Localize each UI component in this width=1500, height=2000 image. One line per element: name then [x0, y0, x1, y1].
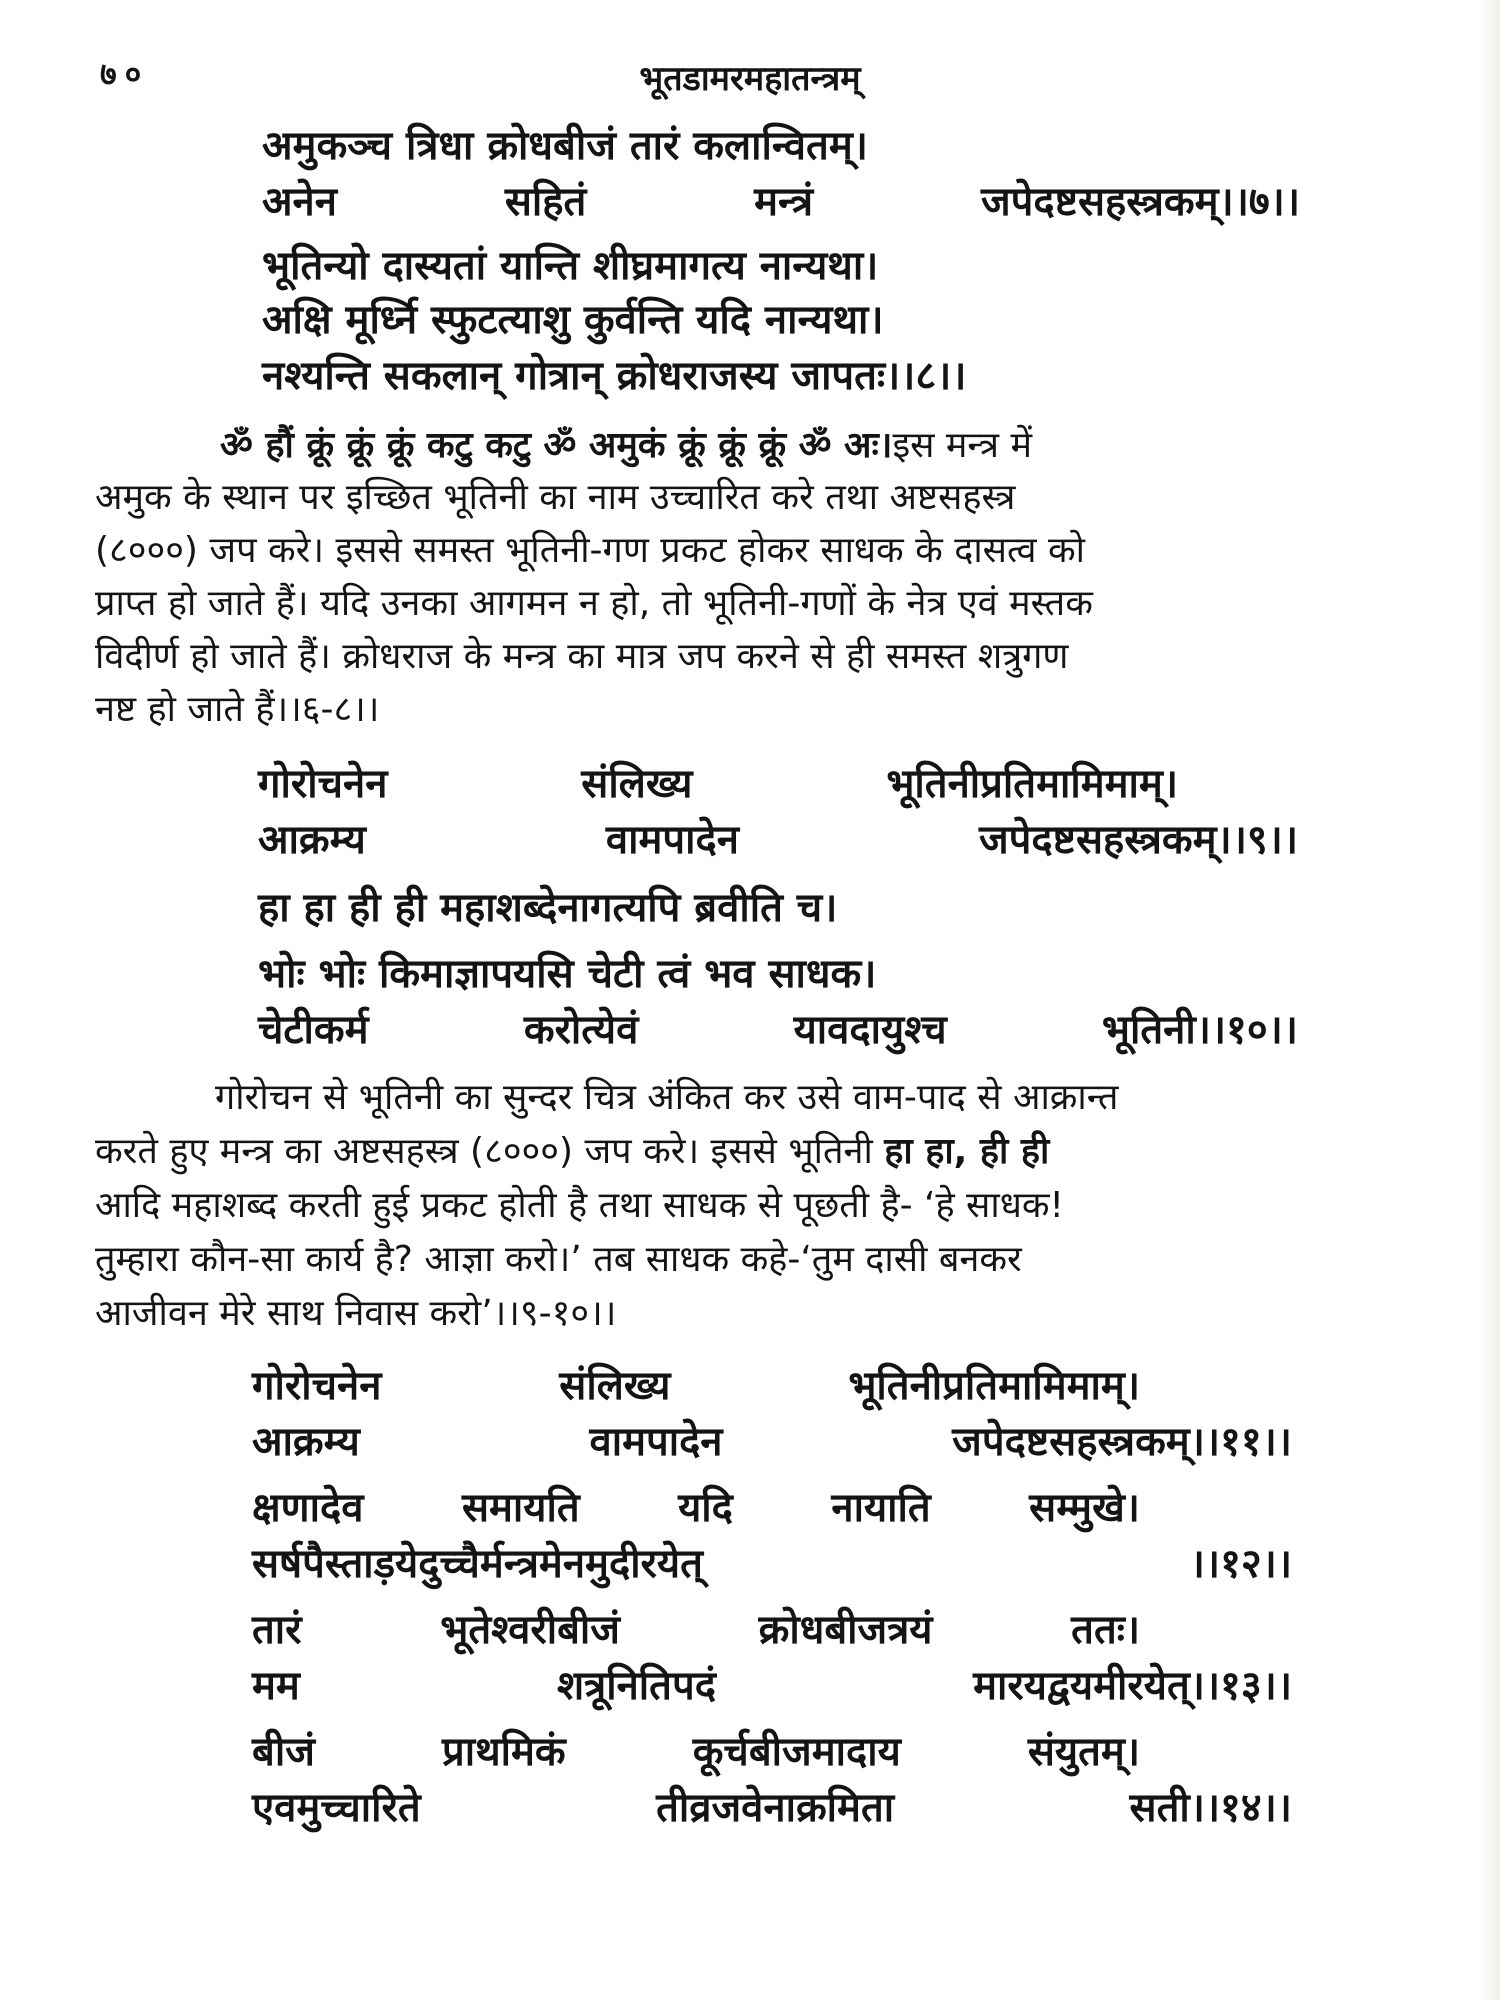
- verse-line: [262, 350, 1300, 402]
- verse-word: ।।१२।।: [1189, 1541, 1292, 1587]
- prose-line: आजीवन मेरे साथ निवास करो’।।९-१०।।: [95, 1293, 617, 1334]
- verse-word: जपेदष्टसहस्त्रकम्।।७।।: [981, 179, 1300, 225]
- verse-line-text: भोः भोः किमाज्ञापयसि चेटी त्वं भव साधक।: [258, 951, 877, 997]
- verse-word: समायति: [461, 1485, 580, 1531]
- verse-line: [262, 294, 1172, 346]
- prose-line: प्राप्त हो जाते हैं। यदि उनका आगमन न हो, तो भूतिनी-गणों के नेत्र एवं मस्तक: [95, 583, 1093, 624]
- verse-word: अनेन: [262, 179, 337, 225]
- verse-word: यदि: [678, 1485, 733, 1531]
- verse-line: [252, 1782, 1292, 1834]
- verse-line: [262, 120, 1172, 172]
- prose-line: [220, 420, 1465, 472]
- verse-word: संयुतम्।: [1027, 1729, 1140, 1775]
- mantra-text: हा हा, ही ही: [884, 1131, 1050, 1172]
- verse-word: एवमुच्चारिते: [252, 1785, 421, 1831]
- running-title: भूतडामरमहातन्त्रम्: [639, 59, 861, 99]
- verse-word: भूतिनीप्रतिमामिमाम्।: [886, 761, 1178, 807]
- prose-line: अमुक के स्थान पर इच्छित भूतिनी का नाम उच्चारित करे तथा अष्टसहस्त्र: [95, 477, 1016, 518]
- prose-line: आदि महाशब्द करती हुई प्रकट होती है तथा साधक से पूछती है- ‘हे साधक!: [95, 1185, 1064, 1226]
- page-number: ७०: [100, 55, 150, 93]
- verse-word: आक्रम्य: [258, 817, 366, 863]
- verse-line: [262, 176, 1300, 228]
- verse-word: जपेदष्टसहस्त्रकम्।।११।।: [952, 1419, 1292, 1465]
- verse-word: क्षणादेव: [252, 1485, 364, 1531]
- prose-line: तुम्हारा कौन-सा कार्य है? आज्ञा करो।’ तब साधक कहे-‘तुम दासी बनकर: [95, 1239, 1022, 1280]
- verse-word: आक्रम्य: [252, 1419, 360, 1465]
- verse-word: सर्षपैस्ताड़येदुच्चैर्मन्त्रमेनमुदीरयेत्: [252, 1541, 703, 1587]
- page-edge-shadow: [1478, 0, 1500, 2000]
- verse-word: भूतेश्वरीबीजं: [440, 1607, 620, 1653]
- verse-word: तारं: [252, 1607, 302, 1653]
- verse-word: भूतिनी।।१०।।: [1101, 1007, 1298, 1053]
- verse-word: बीजं: [252, 1729, 315, 1775]
- verse-word: गोरोचनेन: [252, 1363, 382, 1409]
- verse-word: वामपादेन: [589, 1419, 723, 1465]
- verse-word: शत्रूनितिपदं: [556, 1663, 716, 1709]
- verse-word: ततः।: [1071, 1607, 1140, 1653]
- verse-word: मम: [252, 1663, 300, 1709]
- prose-line: (८०००) जप करे। इससे समस्त भूतिनी-गण प्रकट होकर साधक के दासत्व को: [95, 530, 1085, 571]
- verse-word: संलिख्य: [581, 761, 693, 807]
- verse-line: [262, 240, 1172, 292]
- prose-line: [95, 1126, 1465, 1178]
- verse-word: सहितं: [504, 179, 587, 225]
- verse-line-text: हा हा ही ही महाशब्देनागत्यपि ब्रवीति च।: [258, 885, 838, 931]
- verse-line: [252, 1726, 1140, 1778]
- verse-line: [258, 814, 1298, 866]
- mantra-text: ॐ हौं क्रूं क्रूं क्रूं कटु कटु ॐ अमुकं क्रूं क्रूं क्रूं ॐ अः।: [220, 425, 893, 466]
- verse-line: [252, 1416, 1292, 1468]
- verse-line: [258, 948, 1248, 1000]
- verse-line-text: अमुकञ्च त्रिधा क्रोधबीजं तारं कलान्वितम्।: [262, 123, 868, 169]
- verse-word: वामपादेन: [605, 817, 739, 863]
- prose-line: विदीर्ण हो जाते हैं। क्रोधराज के मन्त्र का मात्र जप करने से ही समस्त शत्रुगण: [95, 636, 1069, 677]
- verse-word: तीव्रजवेनाक्रमिता: [656, 1785, 895, 1831]
- verse-word: यावदायुश्च: [793, 1007, 947, 1053]
- verse-line-text: भूतिन्यो दास्यतां यान्ति शीघ्रमागत्य नान्यथा।: [262, 243, 879, 289]
- verse-word: नायाति: [831, 1485, 931, 1531]
- verse-line: [252, 1538, 1292, 1590]
- verse-line: [252, 1482, 1140, 1534]
- prose-text: करते हुए मन्त्र का अष्टसहस्त्र (८०००) जप करे। इससे भूतिनी: [95, 1131, 885, 1172]
- verse-word: करोत्येवं: [523, 1007, 639, 1053]
- verse-line: [258, 882, 1138, 934]
- verse-word: चेटीकर्म: [258, 1007, 369, 1053]
- verse-line: [258, 1004, 1298, 1056]
- verse-word: क्रोधबीजत्रयं: [758, 1607, 933, 1653]
- verse-word: सती।।१४।।: [1129, 1785, 1292, 1831]
- prose-text: इस मन्त्र में: [892, 425, 1032, 466]
- verse-line: [252, 1660, 1292, 1712]
- verse-word: गोरोचनेन: [258, 761, 388, 807]
- verse-line-text: नश्यन्ति सकलान् गोत्रान् क्रोधराजस्य जापतः।।८।।: [262, 353, 967, 399]
- prose-line: नष्ट हो जाते हैं।।६-८।।: [95, 689, 380, 730]
- verse-word: संलिख्य: [559, 1363, 671, 1409]
- verse-line-text: अक्षि मूर्ध्नि स्फुटत्याशु कुर्वन्ति यदि नान्यथा।: [262, 297, 884, 343]
- verse-line: [258, 758, 1178, 810]
- verse-word: प्राथमिकं: [441, 1729, 566, 1775]
- verse-word: कूर्चबीजमादाय: [692, 1729, 901, 1775]
- verse-word: मारयद्वयमीरयेत्।।१३।।: [973, 1663, 1292, 1709]
- verse-word: भूतिनीप्रतिमामिमाम्।: [848, 1363, 1140, 1409]
- prose-line: गोरोचन से भूतिनी का सुन्दर चित्र अंकित कर उसे वाम-पाद से आक्रान्त: [215, 1077, 1119, 1118]
- verse-line: [252, 1360, 1140, 1412]
- verse-word: मन्त्रं: [754, 179, 814, 225]
- verse-word: सम्मुखे।: [1029, 1485, 1140, 1531]
- verse-line: [252, 1604, 1140, 1656]
- verse-word: जपेदष्टसहस्त्रकम्।।९।।: [978, 817, 1298, 863]
